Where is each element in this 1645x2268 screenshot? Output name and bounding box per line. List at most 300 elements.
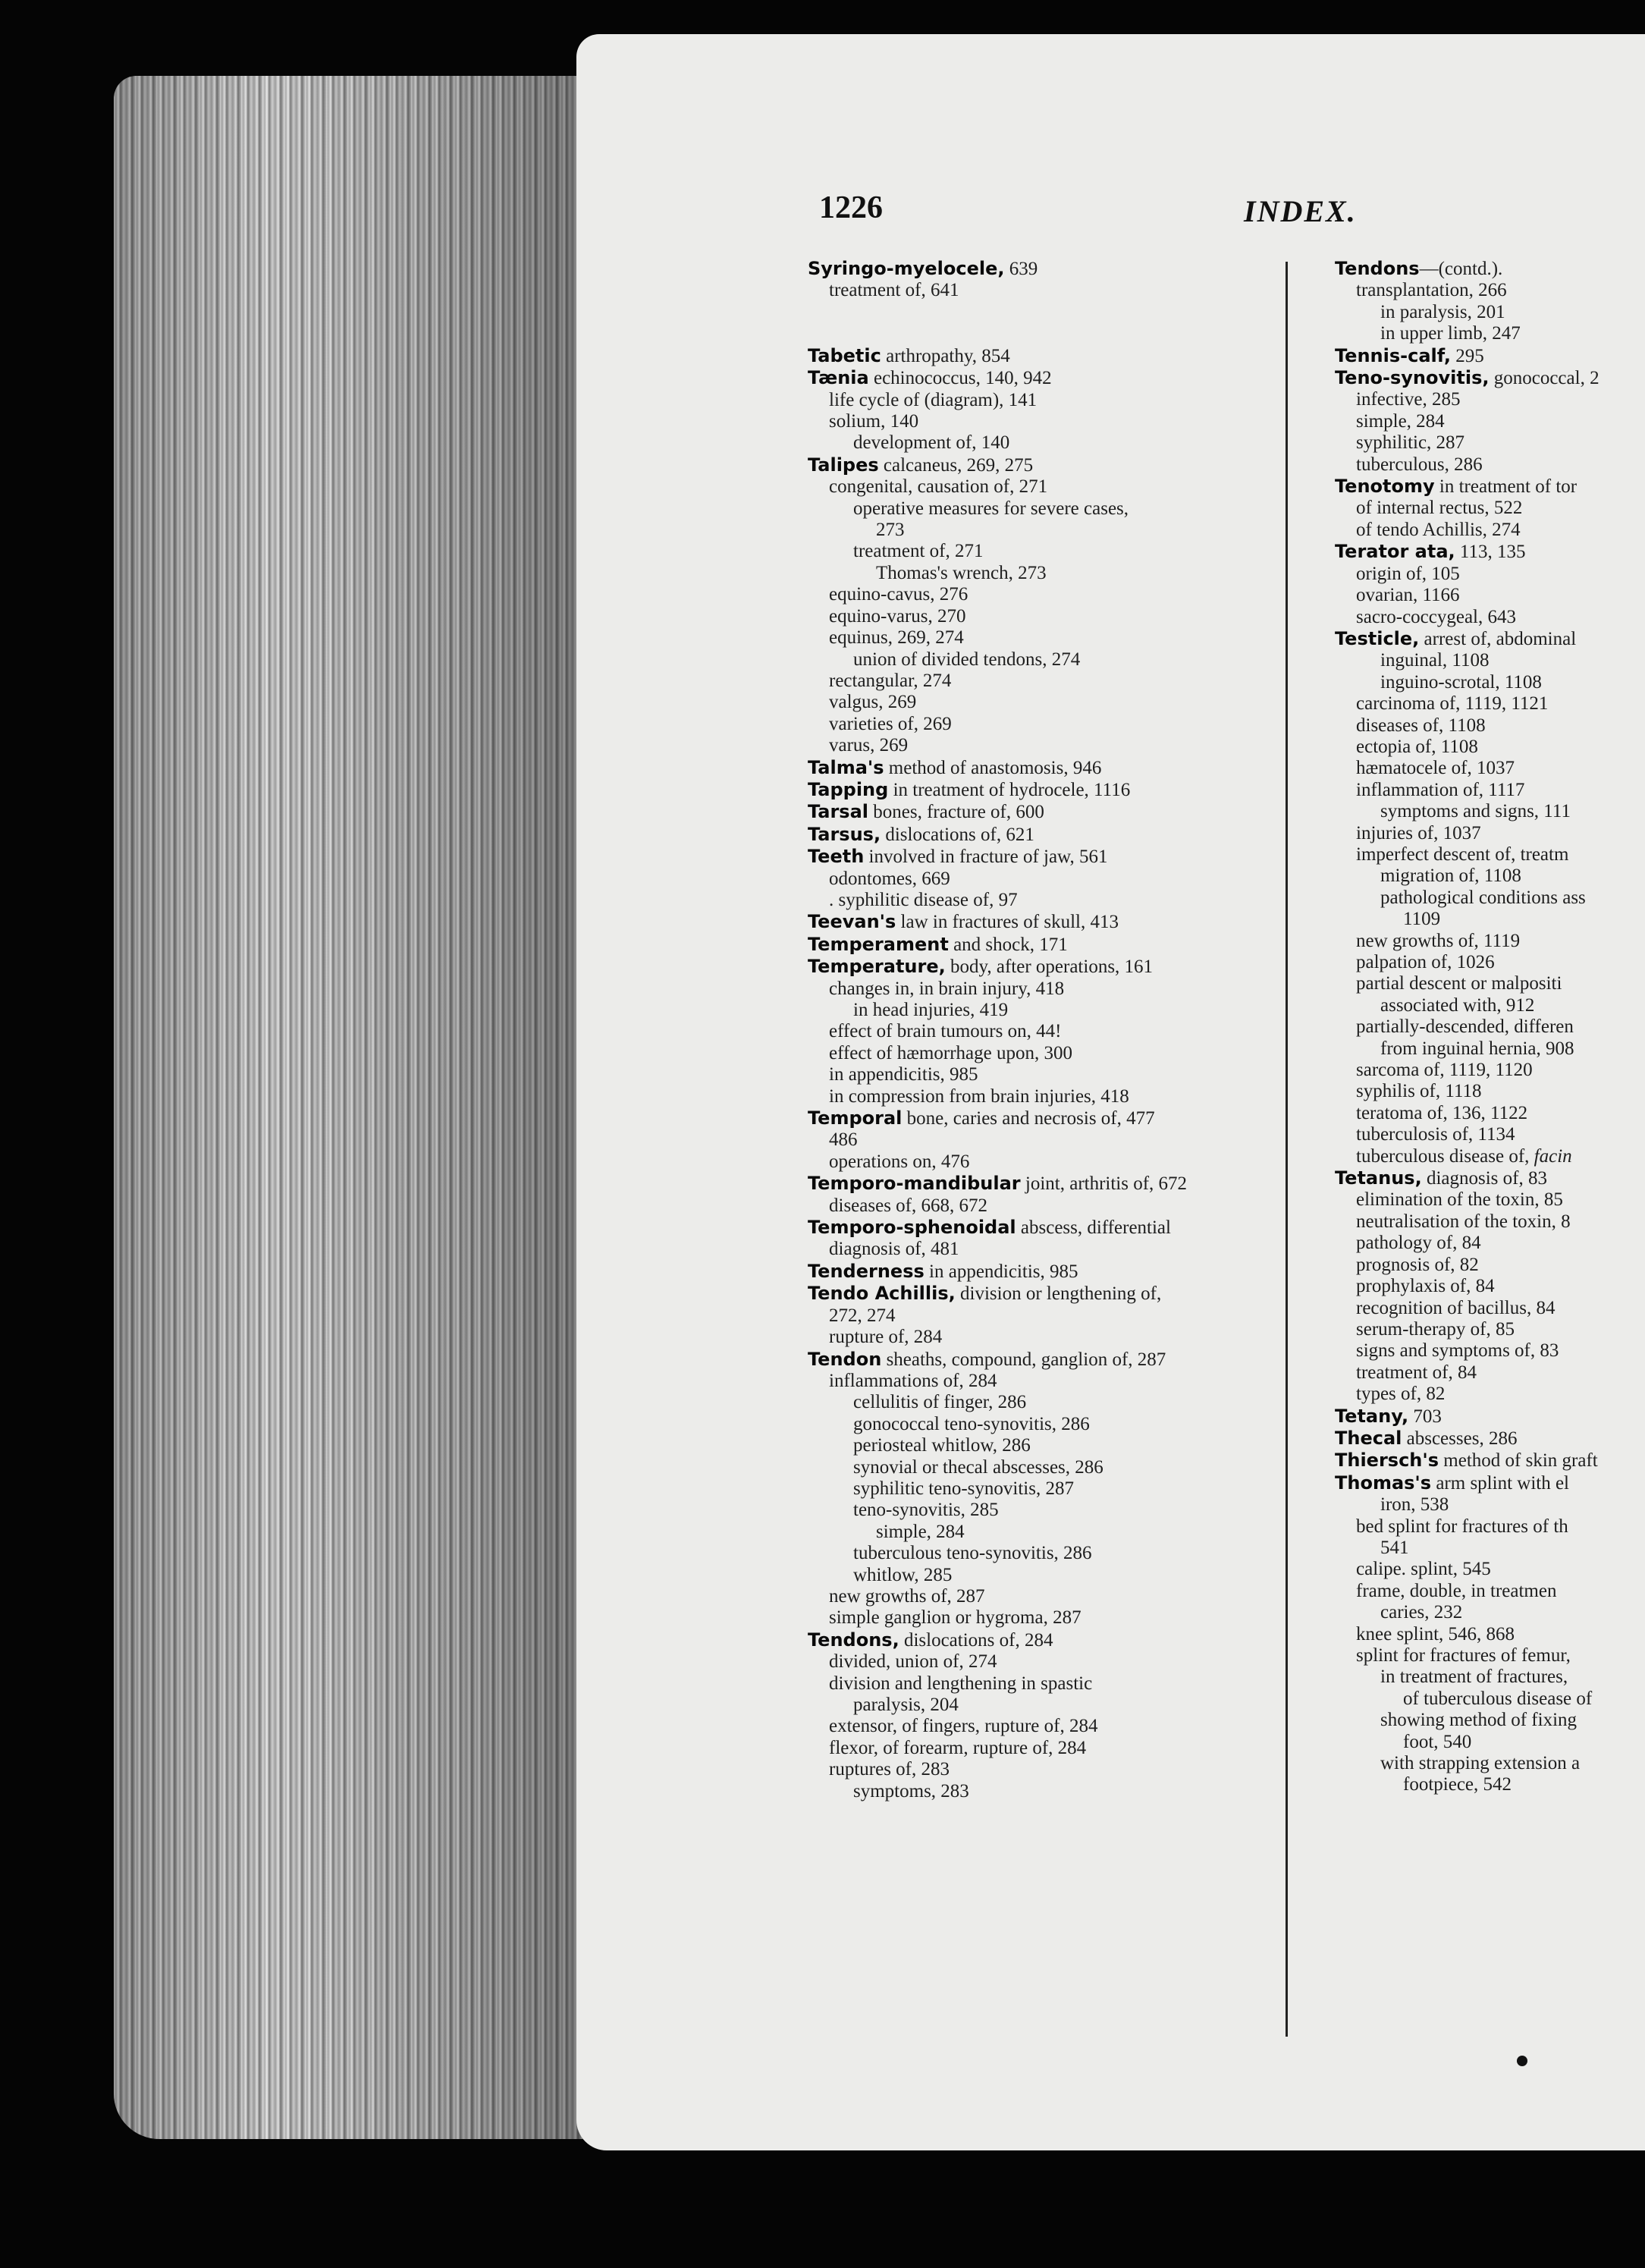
column-divider: [1286, 262, 1288, 2037]
index-subentry: [1335, 931, 1645, 952]
index-text: equino-varus, 270: [829, 605, 966, 627]
index-heading: [808, 258, 1354, 280]
index-subentry: [808, 541, 1354, 562]
index-term: Teevan's: [808, 911, 896, 933]
index-subentry: [808, 1239, 1354, 1260]
index-subentry: [808, 280, 1354, 301]
index-subentry: [1335, 564, 1645, 585]
page-number: 1226: [819, 190, 883, 225]
index-text: recognition of bacillus, 84: [1356, 1297, 1556, 1318]
index-text: pathology of, 84: [1356, 1233, 1481, 1254]
index-subentry: [1335, 1494, 1645, 1516]
index-text: serum-therapy of, 85: [1356, 1318, 1515, 1340]
index-subentry: [808, 735, 1354, 756]
index-text: syphilis of, 1118: [1356, 1081, 1482, 1102]
index-text: types of, 82: [1356, 1384, 1446, 1405]
index-text: gonococcal teno-synovitis, 286: [853, 1413, 1090, 1434]
index-term: Tendons,: [808, 1629, 899, 1651]
index-heading: [808, 757, 1354, 779]
index-subentry: [808, 1195, 1354, 1217]
index-text: signs and symptoms of, 83: [1356, 1340, 1559, 1362]
index-text: partial descent or malpositi: [1356, 973, 1562, 994]
index-heading: [1335, 1406, 1645, 1428]
index-text: division and lengthening in spastic: [829, 1673, 1093, 1694]
index-text: bones, fracture of, 600: [868, 802, 1044, 823]
index-text: inguino-scrotal, 1108: [1380, 671, 1542, 693]
index-text: —(contd.).: [1419, 259, 1503, 279]
index-text: in appendicitis, 985: [924, 1261, 1078, 1282]
index-text: infective, 285: [1356, 389, 1461, 410]
index-column-left: [808, 258, 1354, 1802]
index-subentry: [808, 1522, 1354, 1543]
index-heading: [808, 824, 1354, 846]
index-subentry: [808, 584, 1354, 605]
index-text: dislocations of, 621: [881, 824, 1034, 845]
index-subentry: [808, 1716, 1354, 1737]
index-text: equino-cavus, 276: [829, 584, 968, 605]
index-subentry: [1335, 650, 1645, 671]
index-text: treatment of, 84: [1356, 1362, 1477, 1383]
index-subentry: [808, 390, 1354, 411]
index-subentry: [808, 1129, 1354, 1151]
index-text: palpation of, 1026: [1356, 952, 1495, 972]
index-text: arrest of, abdominal: [1419, 628, 1577, 649]
index-term: Tænia: [808, 367, 869, 389]
index-text: migration of, 1108: [1380, 865, 1521, 887]
index-subentry: [1335, 1189, 1645, 1211]
index-text: ectopia of, 1108: [1356, 736, 1478, 757]
index-subentry: [1335, 1384, 1645, 1405]
index-subentry: [808, 563, 1354, 584]
index-subentry: [1335, 1146, 1645, 1167]
index-heading: [1335, 628, 1645, 650]
index-text: congenital, causation of, 271: [829, 476, 1048, 498]
index-subentry: [1335, 1060, 1645, 1081]
index-text: splint for fractures of femur,: [1356, 1645, 1571, 1666]
index-heading: [808, 934, 1354, 956]
index-subentry: [1335, 1645, 1645, 1666]
index-subentry: [1335, 1362, 1645, 1384]
index-text: effect of hæmorrhage upon, 300: [829, 1042, 1072, 1063]
index-text: calcaneus, 269, 275: [878, 454, 1034, 476]
index-subentry: [1335, 909, 1645, 930]
index-text: sheaths, compound, ganglion of, 287: [881, 1349, 1166, 1370]
index-text: simple, 284: [1356, 410, 1445, 432]
index-text: sacro-coccygeal, 643: [1356, 606, 1516, 627]
index-subentry: [808, 869, 1354, 890]
index-heading: [808, 367, 1354, 389]
index-text: pathological conditions ass: [1380, 887, 1586, 908]
index-subentry: [1335, 1688, 1645, 1710]
index-text: in treatment of hydrocele, 1116: [888, 779, 1131, 800]
index-text: paralysis, 204: [853, 1695, 959, 1715]
index-text: varus, 269: [829, 735, 909, 756]
index-text: symptoms and signs, 111: [1380, 801, 1571, 822]
index-text: simple, 284: [876, 1521, 965, 1542]
index-heading: [1335, 1428, 1645, 1450]
index-column-right: [1335, 258, 1645, 1796]
index-term: Thiersch's: [1335, 1450, 1439, 1472]
index-subentry: [808, 1565, 1354, 1586]
index-subentry: [808, 1371, 1354, 1392]
index-subentry: [808, 714, 1354, 735]
index-subentry: [808, 671, 1354, 692]
index-text: 541: [1380, 1537, 1409, 1558]
index-text: arthropathy, 854: [881, 345, 1010, 366]
index-term: Tennis-calf,: [1335, 344, 1451, 366]
index-heading: [808, 801, 1354, 823]
index-text: foot, 540: [1403, 1731, 1472, 1752]
index-subentry: [1335, 1516, 1645, 1538]
index-term: Talma's: [808, 756, 884, 778]
index-subentry: [808, 1414, 1354, 1435]
index-text: Thomas's wrench, 273: [876, 562, 1047, 583]
index-term: Tarsal: [808, 801, 869, 823]
index-text: caries, 232: [1380, 1602, 1463, 1623]
index-text: 1109: [1403, 909, 1441, 930]
index-heading: [1335, 367, 1645, 389]
index-subentry: [1335, 520, 1645, 541]
index-subentry: [1335, 302, 1645, 323]
index-text: new growths of, 1119: [1356, 930, 1521, 951]
index-term: Tenderness: [808, 1260, 925, 1282]
index-subentry: [1335, 1753, 1645, 1774]
index-subentry: [1335, 1016, 1645, 1038]
index-term: Tenotomy: [1335, 476, 1435, 498]
index-text: in paralysis, 201: [1380, 301, 1505, 322]
index-subentry: [1335, 1103, 1645, 1124]
index-subentry: [808, 1151, 1354, 1173]
index-term: Talipes: [808, 454, 879, 476]
index-subentry: [808, 979, 1354, 1000]
index-text: dislocations of, 284: [899, 1629, 1053, 1651]
index-text: law in fractures of skull, 413: [896, 912, 1119, 933]
index-text: tuberculous, 286: [1356, 454, 1483, 475]
index-term: Terator ata,: [1335, 541, 1455, 563]
index-subentry: [808, 498, 1354, 520]
index-text: gonococcal, 2: [1489, 368, 1599, 389]
index-text: echinococcus, 140, 942: [868, 368, 1052, 389]
index-heading: [808, 1629, 1354, 1651]
index-term: Teeth: [808, 846, 865, 868]
index-text: abscess, differential: [1016, 1217, 1171, 1239]
index-term: Tabetic: [808, 344, 881, 366]
index-text: abscesses, 286: [1402, 1428, 1518, 1449]
index-subentry: [1335, 737, 1645, 758]
index-subentry: [1335, 1559, 1645, 1580]
index-text: diseases of, 1108: [1356, 715, 1486, 736]
index-subentry: [1335, 1774, 1645, 1795]
index-heading: [1335, 1472, 1645, 1494]
index-subentry: [1335, 1211, 1645, 1233]
index-term: Temperament: [808, 933, 949, 955]
index-subentry: [1335, 585, 1645, 606]
index-text: in compression from brain injuries, 418: [829, 1085, 1129, 1107]
index-subentry: [1335, 801, 1645, 822]
index-text: carcinoma of, 1119, 1121: [1356, 693, 1549, 715]
index-text: prognosis of, 82: [1356, 1254, 1479, 1275]
index-text: from inguinal hernia, 908: [1380, 1038, 1574, 1059]
index-heading: [1335, 258, 1645, 280]
index-subentry: [1335, 973, 1645, 994]
index-text: simple ganglion or hygroma, 287: [829, 1607, 1081, 1629]
index-subentry: [1335, 1276, 1645, 1297]
index-text: injuries of, 1037: [1356, 822, 1481, 843]
index-subentry: [808, 890, 1354, 911]
index-text: body, after operations, 161: [945, 957, 1154, 978]
index-text: partially-descended, differen: [1356, 1016, 1574, 1038]
index-term: Tarsus,: [808, 823, 881, 845]
index-subentry: [808, 1305, 1354, 1327]
index-text: solium, 140: [829, 411, 919, 432]
index-subentry: [1335, 823, 1645, 844]
index-heading: [808, 454, 1354, 476]
index-term: Tetany,: [1335, 1405, 1409, 1427]
index-text: iron, 538: [1380, 1494, 1449, 1516]
index-term: Tetanus,: [1335, 1167, 1422, 1189]
index-subentry: [1335, 1340, 1645, 1362]
index-text: flexor, of forearm, rupture of, 284: [829, 1737, 1087, 1758]
index-text: joint, arthritis of, 672: [1020, 1173, 1188, 1195]
index-term: Thomas's: [1335, 1472, 1432, 1494]
index-text: divided, union of, 274: [829, 1651, 997, 1673]
index-subentry: [1335, 995, 1645, 1016]
index-text: diagnosis of, 481: [829, 1239, 959, 1260]
index-subentry: [808, 1781, 1354, 1802]
index-subentry: [1335, 323, 1645, 344]
index-text: syphilitic teno-synovitis, 287: [853, 1478, 1074, 1499]
index-subentry: [1335, 498, 1645, 519]
index-subentry: [1335, 1538, 1645, 1559]
index-subentry: [1335, 1233, 1645, 1254]
index-subentry: [1335, 952, 1645, 973]
index-text: periosteal whitlow, 286: [853, 1435, 1031, 1456]
index-heading: [808, 1107, 1354, 1129]
index-subentry: [1335, 865, 1645, 887]
index-term: Thecal: [1335, 1427, 1402, 1449]
index-subentry: [1335, 715, 1645, 737]
index-term: Tapping: [808, 778, 889, 800]
index-text: union of divided tendons, 274: [853, 649, 1081, 670]
index-subentry: [1335, 1602, 1645, 1623]
index-term: Tendons: [1335, 258, 1420, 279]
index-subentry: [808, 1457, 1354, 1478]
index-heading: [1335, 345, 1645, 367]
index-text: in treatment of tor: [1434, 476, 1578, 498]
index-text: rupture of, 284: [829, 1327, 943, 1348]
index-heading: [808, 1283, 1354, 1305]
index-subentry: [808, 649, 1354, 671]
index-text: involved in fracture of jaw, 561: [864, 847, 1108, 868]
index-subentry: [1335, 1124, 1645, 1145]
index-page: [576, 34, 1645, 2150]
index-heading: [808, 846, 1354, 868]
index-text: 295: [1451, 345, 1484, 366]
index-text: method of skin graft: [1439, 1450, 1598, 1472]
index-subentry: [1335, 280, 1645, 301]
index-text: frame, double, in treatmen: [1356, 1580, 1557, 1601]
index-text: whitlow, 285: [853, 1564, 953, 1585]
index-subentry: [1335, 1255, 1645, 1276]
index-text: development of, 140: [853, 432, 1010, 454]
index-text: hæmatocele of, 1037: [1356, 758, 1515, 779]
index-text: life cycle of (diagram), 141: [829, 389, 1038, 410]
index-heading: [808, 911, 1354, 933]
index-text: cellulitis of finger, 286: [853, 1392, 1027, 1413]
index-heading: [1335, 1167, 1645, 1189]
index-text: effect of brain tumours on, 44!: [829, 1021, 1062, 1042]
index-text: changes in, in brain injury, 418: [829, 978, 1065, 999]
index-subentry: [1335, 1038, 1645, 1060]
index-subentry: [808, 1759, 1354, 1780]
index-heading: [808, 1217, 1354, 1239]
index-text: new growths of, 287: [829, 1585, 985, 1607]
index-text: bone, caries and necrosis of, 477: [902, 1108, 1155, 1129]
index-subentry: [1335, 607, 1645, 628]
book-page-edges: [114, 76, 637, 2139]
index-heading: [1335, 1450, 1645, 1472]
index-text: imperfect descent of, treatm: [1356, 843, 1569, 865]
index-subentry: [808, 1000, 1354, 1021]
index-subentry: [808, 432, 1354, 454]
index-text: ruptures of, 283: [829, 1759, 950, 1780]
index-subentry: [1335, 758, 1645, 779]
index-subentry: [1335, 780, 1645, 801]
index-subentry: [808, 1327, 1354, 1348]
index-heading: [808, 779, 1354, 801]
index-text: method of anastomosis, 946: [884, 757, 1102, 778]
index-text: ovarian, 1166: [1356, 585, 1460, 606]
index-text: diseases of, 668, 672: [829, 1195, 987, 1216]
index-subentry: [808, 627, 1354, 649]
index-text: of tuberculous disease of: [1403, 1688, 1593, 1709]
index-term: Temperature,: [808, 956, 946, 978]
index-text: treatment of, 271: [853, 541, 984, 562]
index-text: neutralisation of the toxin, 8: [1356, 1211, 1571, 1232]
page-mark-dot: [1517, 2056, 1527, 2066]
index-subentry: [1335, 1732, 1645, 1753]
index-text: teno-synovitis, 285: [853, 1500, 999, 1521]
running-title: INDEX.: [1244, 194, 1357, 228]
index-text: odontomes, 669: [829, 868, 950, 889]
index-text: transplantation, 266: [1356, 280, 1507, 301]
index-subentry: [808, 1651, 1354, 1673]
index-text: valgus, 269: [829, 692, 917, 713]
index-subentry: [1335, 1710, 1645, 1731]
index-text: prophylaxis of, 84: [1356, 1276, 1495, 1297]
index-text: rectangular, 274: [829, 670, 952, 691]
index-text: associated with, 912: [1380, 994, 1535, 1016]
index-text: in appendicitis, 985: [829, 1064, 978, 1085]
index-text: operations on, 476: [829, 1151, 970, 1172]
index-subentry: [808, 692, 1354, 713]
index-text: footpiece, 542: [1403, 1774, 1512, 1795]
index-subentry: [1335, 411, 1645, 432]
index-text: tuberculous disease of,: [1356, 1145, 1530, 1167]
index-heading: [1335, 476, 1645, 498]
index-term: Tendo Achillis,: [808, 1283, 956, 1305]
index-text: treatment of, 641: [829, 280, 959, 301]
index-text: 113, 135: [1455, 542, 1526, 563]
index-text: and shock, 171: [948, 934, 1068, 955]
index-heading: [1335, 541, 1645, 563]
index-subentry: [808, 1021, 1354, 1042]
index-heading: [808, 1173, 1354, 1195]
index-text: tuberculosis of, 1134: [1356, 1124, 1515, 1145]
index-subentry: [1335, 1081, 1645, 1102]
index-text: tuberculous teno-synovitis, 286: [853, 1543, 1092, 1564]
index-text: extensor, of fingers, rupture of, 284: [829, 1716, 1098, 1737]
index-text: synovial or thecal abscesses, 286: [853, 1456, 1103, 1478]
index-text: in head injuries, 419: [853, 1000, 1009, 1020]
index-term: Temporal: [808, 1107, 903, 1129]
index-subentry: [808, 1478, 1354, 1500]
index-text: inflammation of, 1117: [1356, 779, 1525, 800]
index-text: equinus, 269, 274: [829, 627, 964, 649]
index-text: bed splint for fractures of th: [1356, 1516, 1568, 1537]
index-text: teratoma of, 136, 1122: [1356, 1102, 1528, 1123]
index-term: Tendon: [808, 1348, 882, 1370]
index-text: origin of, 105: [1356, 563, 1460, 584]
index-heading: [808, 1261, 1354, 1283]
index-subentry: [808, 476, 1354, 498]
index-subentry: [808, 1607, 1354, 1629]
index-text: symptoms, 283: [853, 1780, 969, 1802]
index-subentry: [808, 1043, 1354, 1064]
index-text: 273: [876, 520, 905, 541]
index-italic: facin: [1529, 1145, 1572, 1167]
index-text: varieties of, 269: [829, 713, 952, 734]
index-text: 486: [829, 1129, 858, 1151]
index-subentry: [1335, 454, 1645, 476]
index-term: Temporo-mandibular: [808, 1173, 1021, 1195]
index-text: elimination of the toxin, 85: [1356, 1189, 1563, 1211]
index-text: operative measures for severe cases,: [853, 498, 1129, 519]
index-subentry: [808, 1086, 1354, 1107]
index-text: . syphilitic disease of, 97: [829, 889, 1018, 910]
entry-gap: [808, 302, 1354, 345]
index-heading: [808, 1349, 1354, 1371]
index-text: 272, 274: [829, 1305, 896, 1326]
index-subentry: [808, 1586, 1354, 1607]
index-text: division or lengthening of,: [955, 1283, 1162, 1305]
index-subentry: [1335, 432, 1645, 454]
index-term: Testicle,: [1335, 627, 1420, 649]
index-text: of internal rectus, 522: [1356, 498, 1523, 519]
index-subentry: [1335, 389, 1645, 410]
index-subentry: [808, 1392, 1354, 1413]
index-subentry: [1335, 672, 1645, 693]
index-text: in upper limb, 247: [1380, 323, 1521, 344]
index-text: inflammations of, 284: [829, 1370, 997, 1391]
index-text: arm splint with el: [1431, 1472, 1569, 1494]
index-subentry: [808, 1543, 1354, 1564]
index-subentry: [1335, 1624, 1645, 1645]
index-subentry: [1335, 1581, 1645, 1602]
index-text: knee splint, 546, 868: [1356, 1623, 1515, 1644]
index-subentry: [1335, 844, 1645, 865]
index-subentry: [808, 1673, 1354, 1695]
index-text: sarcoma of, 1119, 1120: [1356, 1060, 1533, 1081]
index-text: calipe. splint, 545: [1356, 1559, 1491, 1580]
index-text: showing method of fixing: [1380, 1710, 1578, 1731]
index-subentry: [1335, 1298, 1645, 1319]
index-text: syphilitic, 287: [1356, 432, 1465, 454]
index-text: 639: [1004, 259, 1038, 279]
index-term: Temporo-sphenoidal: [808, 1217, 1016, 1239]
index-subentry: [808, 1435, 1354, 1456]
index-subentry: [1335, 693, 1645, 715]
